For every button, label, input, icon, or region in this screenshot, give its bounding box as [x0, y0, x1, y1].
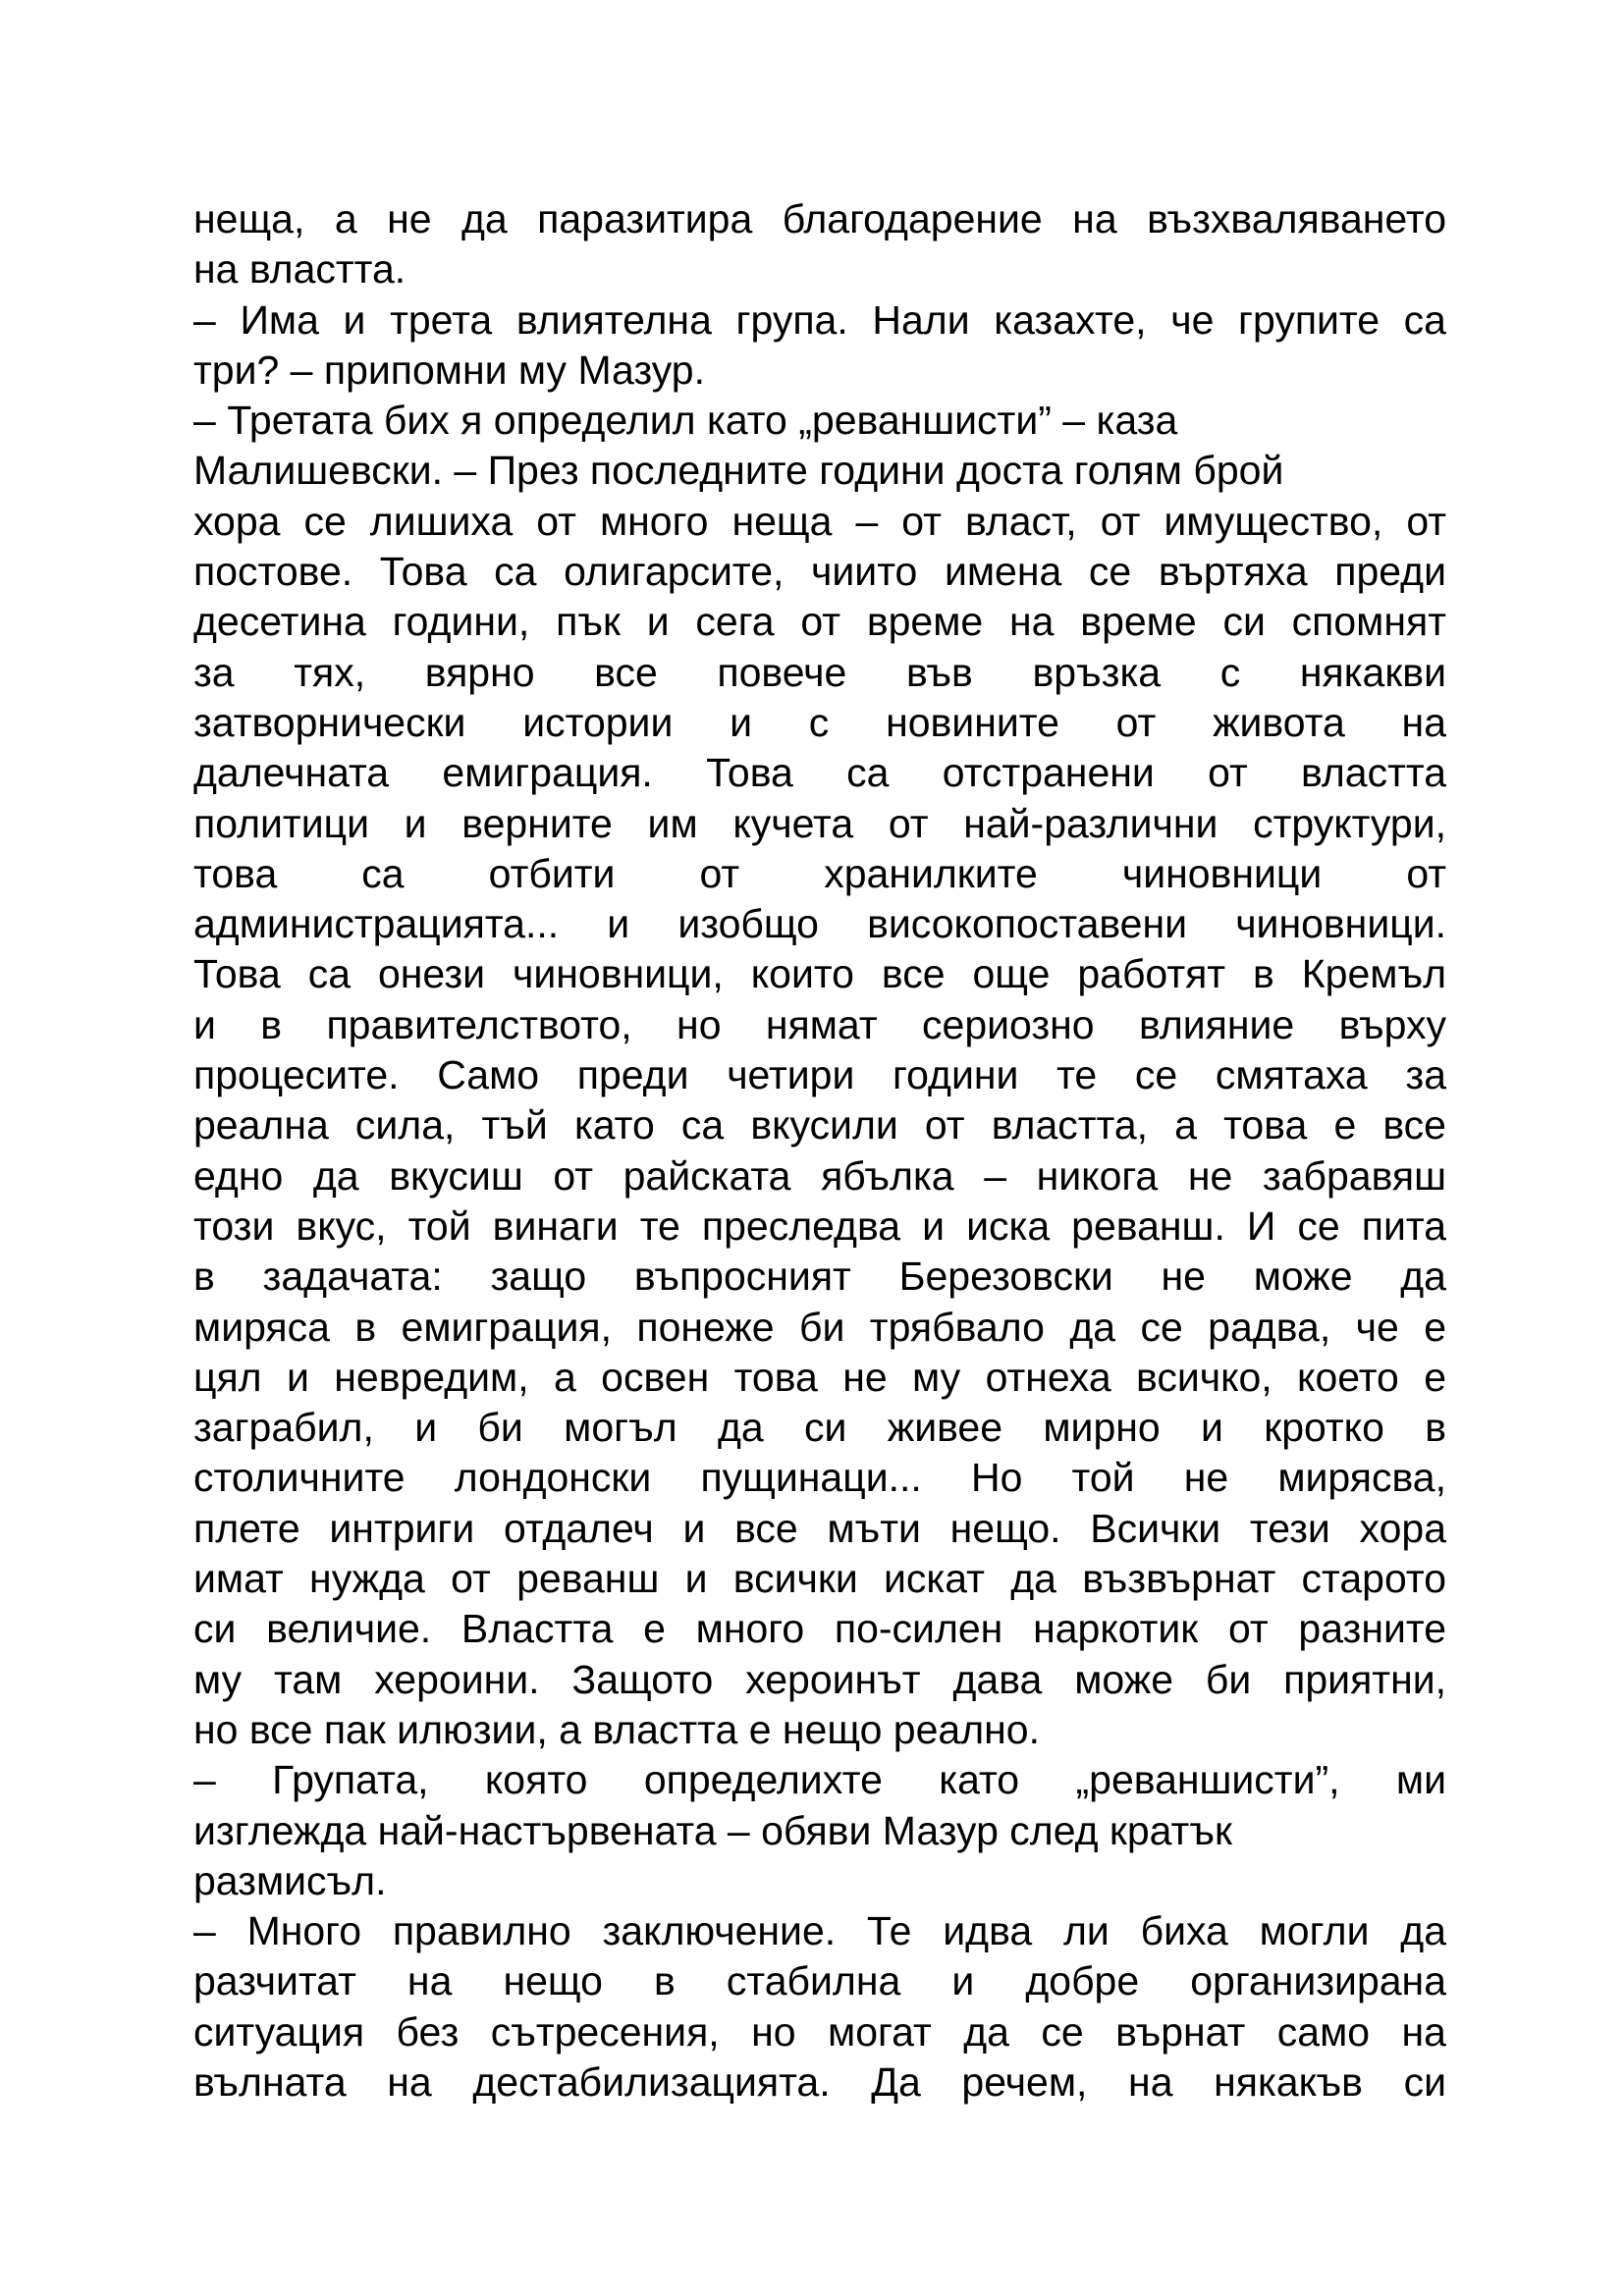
text-line: в задачата: защо въпросният Березовски не може да: [193, 1254, 1446, 1300]
text-line: изглежда най-настървената – обяви Мазур след кратък: [193, 1807, 1232, 1853]
text-line: затворнически истории и с новините от живота на: [193, 699, 1446, 745]
text-line: политици и верните им кучета от най-различни структури,: [193, 800, 1446, 846]
text-line: но все пак илюзии, а властта е нещо реално.: [193, 1706, 1040, 1752]
text-line: разчитат на нещо в стабилна и добре организирана: [193, 1958, 1446, 2004]
text-line: заграбил, и би могъл да си живее мирно и кротко в: [193, 1405, 1446, 1451]
text-line: процесите. Само преди четири години те се смятаха за: [193, 1052, 1446, 1098]
text-line: миряса в емиграция, понеже би трябвало да се радва, че е: [193, 1304, 1446, 1350]
text-line: постове. Това са олигарсите, чиито имена се въртяха преди: [193, 549, 1446, 595]
text-line: едно да вкусиш от райската ябълка – никога не забравяш: [193, 1152, 1446, 1199]
document-page: [193, 194, 1446, 2108]
text-line: си величие. Властта е много по-силен наркотик от разните: [193, 1606, 1446, 1652]
text-line: администрацията... и изобщо високопоставени чиновници.: [193, 901, 1446, 947]
text-line: Малишевски. – През последните години доста голям брой: [193, 448, 1284, 494]
text-line: Това са онези чиновници, които все още работят в Кремъл: [193, 951, 1446, 997]
text-line: неща, а не да паразитира благодарение на възхваляването: [193, 196, 1446, 241]
text-line: – Третата бих я определил като „реваншисти” – каза: [193, 398, 1178, 444]
text-line: – Много правилно заключение. Те идва ли биха могли да: [193, 1908, 1446, 1954]
text-line: за тях, вярно все повече във връзка с някакви: [193, 649, 1446, 695]
text-line: на властта.: [193, 246, 406, 293]
text-line: реална сила, тъй като са вкусили от властта, а това е все: [193, 1102, 1446, 1148]
text-line: – Групата, която определихте като „реваншисти”, ми: [193, 1757, 1446, 1803]
text-line: хора се лишиха от много неща – от власт, от имущество, от: [193, 498, 1446, 544]
text-line: му там хероини. Защото хероинът дава може би приятни,: [193, 1656, 1446, 1702]
text-line: – Има и трета влиятелна група. Нали казахте, че групите са: [193, 296, 1446, 343]
text-line: столичните лондонски пущинаци... Но той не мирясва,: [193, 1455, 1446, 1501]
text-line: имат нужда от реванш и всички искат да възвърнат старото: [193, 1556, 1446, 1602]
text-line: цял и невредим, а освен това не му отнеха всичко, което е: [193, 1354, 1446, 1400]
text-line: размисъл.: [193, 1857, 387, 1903]
text-line: десетина години, пък и сега от време на време си спомнят: [193, 599, 1446, 645]
text-line: плете интриги отдалеч и все мъти нещо. Всички тези хора: [193, 1505, 1446, 1551]
text-line: вълната на дестабилизацията. Да речем, на някакъв си: [193, 2058, 1446, 2105]
text-line: този вкус, той винаги те преследва и иска реванш. И се пита: [193, 1202, 1446, 1249]
text-line: това са отбити от хранилките чиновници от: [193, 850, 1446, 896]
text-line: далечната емиграция. Това са отстранени от властта: [193, 750, 1446, 796]
text-line: три? – припомни му Мазур.: [193, 347, 705, 393]
text-line: ситуация без сътресения, но могат да се върнат само на: [193, 2008, 1446, 2055]
text-line: и в правителството, но нямат сериозно влияние върху: [193, 1001, 1446, 1047]
